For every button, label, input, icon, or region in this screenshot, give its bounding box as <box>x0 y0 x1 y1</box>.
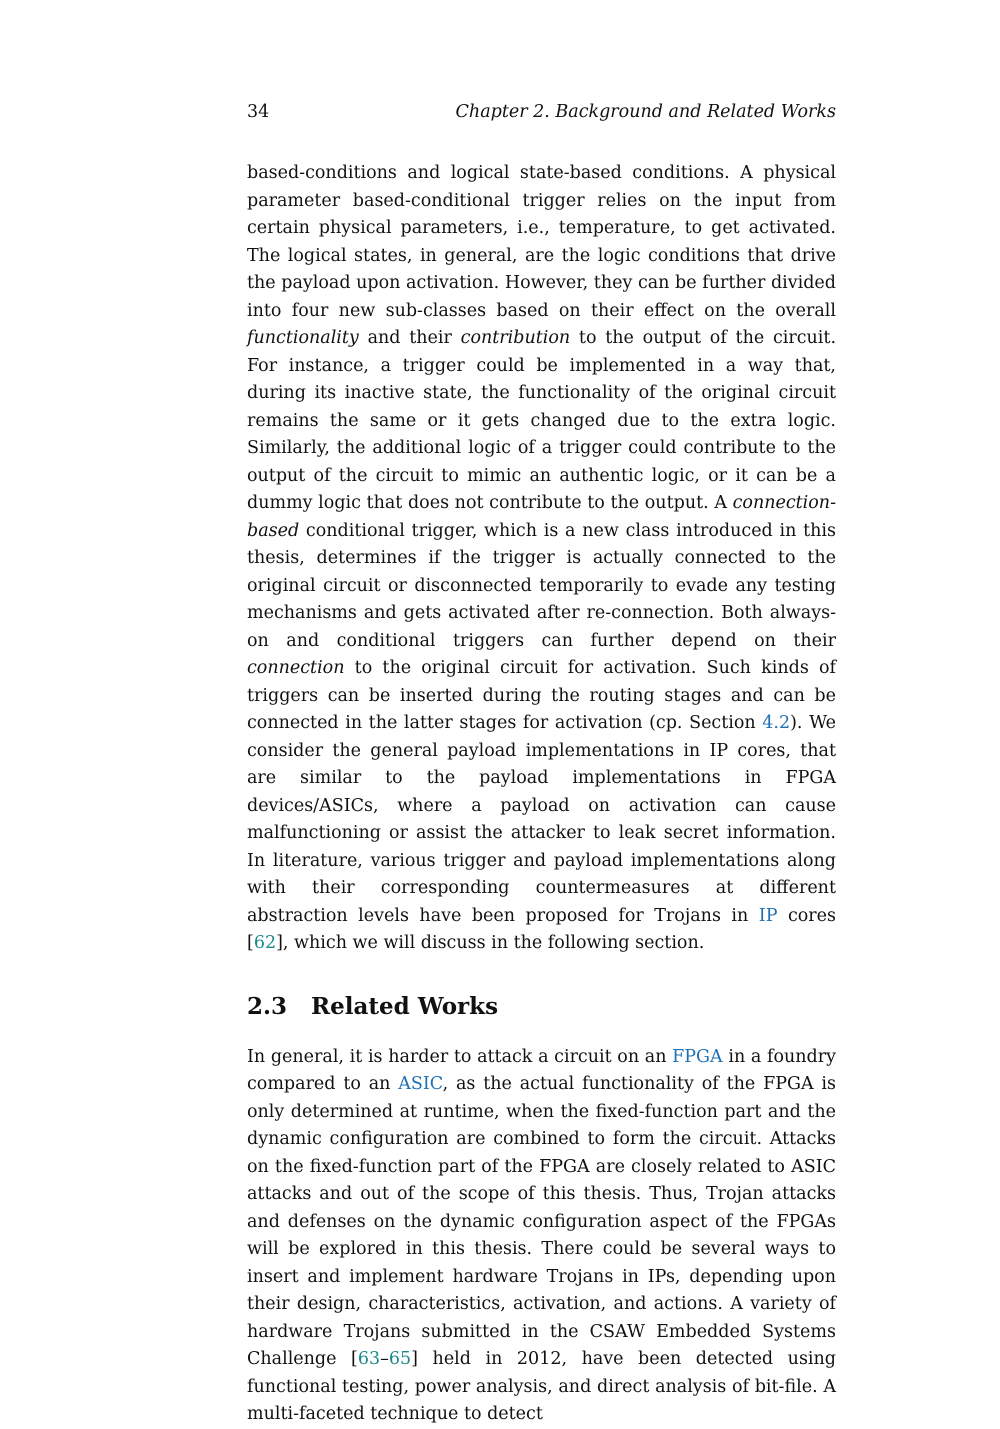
section-ref-link[interactable]: 4.2 <box>762 713 791 733</box>
emphasis-connection-based: connection-based <box>247 493 836 541</box>
section-heading <box>247 992 836 1022</box>
text-run: and their <box>358 328 461 348</box>
text-run: , as the actual functionality of the FPGA is only determined at runtime, when the fixed-function part and the dynamic configuration are combined to form the circuit. Attacks on the fixed-function part of the FPGA are closely related to ASIC attacks and out of the scope of this thesis. Thus, Trojan attacks and defenses on the dynamic configuration aspect of the FPGAs will be explored in this thesis. There could be several ways to insert and implement hardware Trojans in IPs, depending upon their design, characteristics, activation, and actions. A variety of hardware Trojans submitted in the CSAW Embedded Systems Challenge [ <box>247 1074 837 1369</box>
text-run: ] held in 2012, have been detected using functional testing, power analysis, and direct analysis of bit-file. A multi-faceted technique to detect <box>247 1349 836 1424</box>
paragraph-related-works <box>247 1044 836 1429</box>
page-number: 34 <box>247 102 270 122</box>
text-run: in a foundry compared to an <box>247 1046 836 1094</box>
chapter-title: Chapter 2. Background and Related Works <box>455 102 836 122</box>
text-run: based-conditions and logical state-based conditions. A physical parameter based-conditional trigger relies on the input from certain physical parameters, i.e., temperature, to get activated. The logical states, in general, are the logic conditions that drive the payload upon activation. However, they can be further divided into four new sub-classes based on their effect on the overall <box>247 163 836 321</box>
section-title: Related Works <box>311 992 499 1020</box>
citation-link-65[interactable]: 65 <box>388 1349 412 1369</box>
citation-link-63[interactable]: 63 <box>357 1349 381 1369</box>
page-content <box>247 96 836 1429</box>
glossary-link-ip[interactable]: IP <box>758 905 778 926</box>
glossary-link-asic[interactable]: ASIC <box>398 1074 443 1094</box>
text-run: to the output of the circuit. For instance, a trigger could be implemented in a way that, during its inactive state, the functionality of the original circuit remains the same or it gets changed due to the extra logic. Similarly, the additional logic of a trigger could contribute to the output of the circuit to mimic an authentic logic, or it can be a dummy logic that does not contribute to the output. A <box>247 328 837 513</box>
text-run: ], which we will discuss in the following section. <box>276 933 705 953</box>
text-run: ). We consider the general payload implementations in IP cores, that are similar to the payload implementations in FPGA devices/ASICs, where a payload on activation can cause malfunctioning or assist the attacker to leak secret information. In literature, various trigger and payload implementations along with their corresponding countermeasures at different abstraction levels have been proposed for Trojans in <box>247 713 836 926</box>
glossary-link-fpga[interactable]: FPGA <box>672 1046 723 1067</box>
section-number: 2.3 <box>247 992 288 1020</box>
text-run: In general, it is harder to attack a circuit on an <box>247 1046 673 1067</box>
citation-link-62[interactable]: 62 <box>253 933 277 953</box>
text-run: cores [ <box>247 905 837 953</box>
text-run: – <box>380 1349 389 1369</box>
running-header <box>247 96 836 128</box>
emphasis-contribution: contribution <box>460 328 571 348</box>
paragraph-triggers <box>247 160 836 958</box>
emphasis-functionality: functionality <box>247 328 359 348</box>
text-run: conditional trigger, which is a new class introduced in this thesis, determines if the trigger is actually connected to the original circuit or disconnected temporarily to evade any testing mechanisms and gets activated after re-connection. Both always-on and conditional triggers can further depend on their <box>247 520 836 651</box>
emphasis-connection: connection <box>247 658 345 678</box>
text-run: to the original circuit for activation. Such kinds of triggers can be inserted during the routing stages and can be connected in the latter stages for activation (cp. Section <box>247 658 836 733</box>
